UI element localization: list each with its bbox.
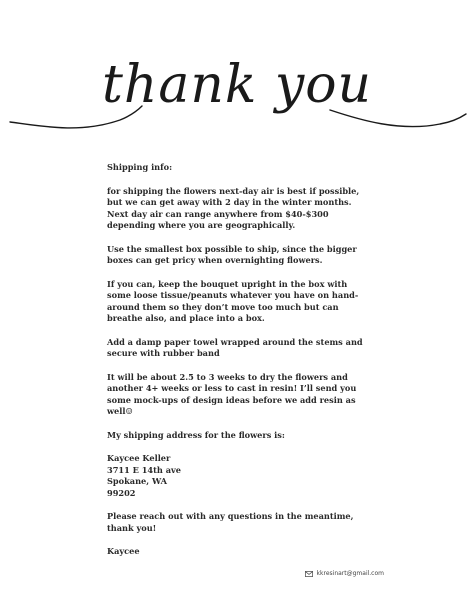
address-name: Kaycee Keller — [107, 453, 171, 463]
footer-contact — [305, 570, 384, 577]
address-city: Spokane, WA — [107, 476, 167, 486]
mail-icon — [305, 571, 313, 577]
shipping-info-header: Shipping info: — [107, 162, 173, 172]
letter-body — [107, 162, 367, 570]
signature: Kaycee — [107, 546, 140, 556]
packing-paragraph: If you can, keep the bouquet upright in the box with some loose tissue/peanuts whatever you have on hand- around them so they don’t move too much but can breathe also, and place into a box. — [107, 278, 359, 323]
footer-email[interactable]: kkresinart@gmail.com — [316, 570, 384, 577]
timeline-paragraph: It will be about 2.5 to 3 weeks to dry the flowers and another 4+ weeks or less to cast in resin! I’ll send you some mock-ups of design ideas before we add resin as well☺ — [107, 371, 357, 416]
shipping-address — [107, 453, 367, 499]
box-size-paragraph: Use the smallest box possible to ship, since the bigger boxes can get pricy when overnighting flowers. — [107, 243, 357, 265]
address-zip: 99202 — [107, 487, 136, 498]
shipping-method-paragraph: for shipping the flowers next-day air is best if possible, but we can get away with 2 day in the winter months. Next day air can range anywhere from $40-$300 depending where you are geographically. — [107, 185, 360, 230]
thank-you-heading — [0, 50, 474, 150]
address-intro: My shipping address for the flowers is: — [107, 429, 285, 440]
address-street: 3711 E 14th ave — [107, 464, 181, 475]
closing-paragraph: Please reach out with any questions in the meantime, thank you! — [107, 511, 354, 533]
paper-towel-paragraph: Add a damp paper towel wrapped around the stems and secure with rubber band — [107, 336, 363, 358]
thank-you-script-title: thank you — [101, 55, 373, 115]
